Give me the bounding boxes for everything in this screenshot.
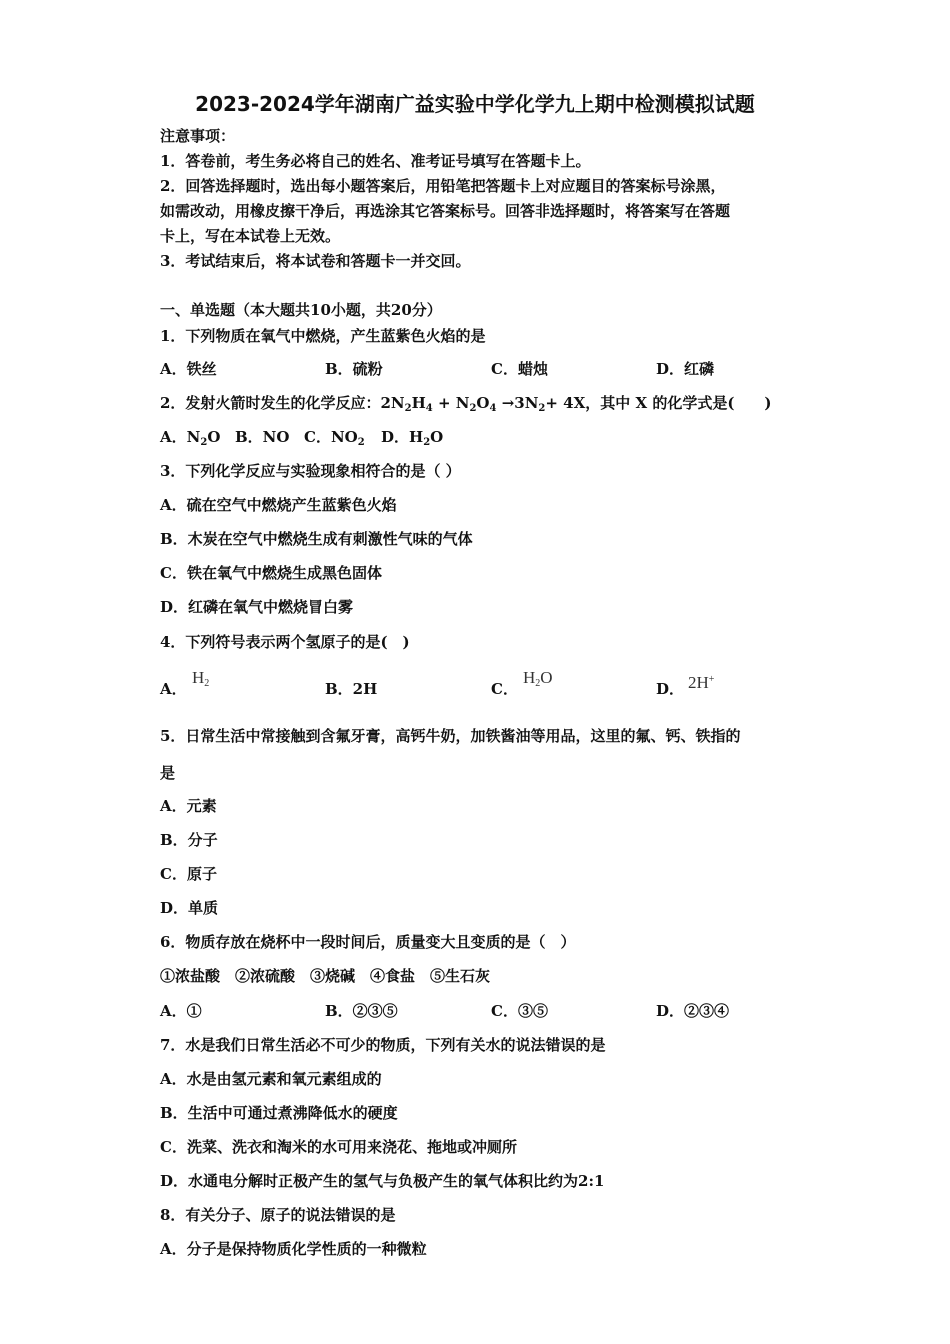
q4-option-a-formula: $H_2$ [192,668,210,689]
q5-option-d: D．单质 [160,899,219,917]
q6-option-c: C．③⑤ [491,1002,548,1020]
q7-option-d: D．水通电分解时正极产生的氢气与负极产生的氧气体积比约为2:1 [160,1172,605,1190]
q4-option-c-label: C． [491,680,518,698]
question-6-items: ①浓盐酸 ②浓硫酸 ③烧碱 ④食盐 ⑤生石灰 [160,967,491,985]
q7-option-b: B．生活中可通过煮沸降低水的硬度 [160,1104,398,1122]
question-4-stem: 4．下列符号表示两个氢原子的是( ) [160,633,410,651]
q6-option-d: D．②③④ [656,1002,730,1020]
q1-option-b: B．硫粉 [325,360,383,378]
notice-heading: 注意事项： [160,127,236,145]
q4-option-d-label: D． [656,680,685,698]
question-1-stem: 1．下列物质在氧气中燃烧，产生蓝紫色火焰的是 [160,327,486,345]
question-3-stem: 3．下列化学反应与实验现象相符合的是（ ） [160,462,461,480]
q5-option-b: B．分子 [160,831,218,849]
q1-option-d: D．红磷 [656,360,715,378]
q2-option-a: A．$N_2O$ [160,428,221,448]
q2-option-c: C．$NO_2$ [304,428,365,448]
q5-option-c: C．原子 [160,865,217,883]
notice-item-3: 3．考试结束后，将本试卷和答题卡一并交回。 [160,252,471,270]
question-8-stem: 8．有关分子、原子的说法错误的是 [160,1206,396,1224]
question-2-stem: 2．发射火箭时发生的化学反应：$2N_2H_4 + N_2O_4 \to 3N_2+ 4X$，其中 X 的化学式是( ) [160,394,772,414]
q1-option-c: C．蜡烛 [491,360,548,378]
q7-option-c: C．洗菜、洗衣和淘米的水可用来浇花、拖地或冲厕所 [160,1138,517,1156]
notice-item-1: 1．答卷前，考生务必将自己的姓名、准考证号填写在答题卡上。 [160,152,591,170]
q4-option-c-formula: $H_2O$ [523,668,553,689]
q6-option-a: A．① [160,1002,202,1020]
q2-option-d: D．$H_2O$ [381,428,444,448]
notice-item-2-line-2: 如需改动，用橡皮擦干净后，再选涂其它答案标号。回答非选择题时，将答案写在答题 [160,202,731,220]
q3-option-b: B．木炭在空气中燃烧生成有刺激性气味的气体 [160,530,473,548]
question-5-stem-line-1: 5．日常生活中常接触到含氟牙膏，高钙牛奶，加铁酱油等用品，这里的氟、钙、铁指的 [160,727,741,745]
q7-option-a: A．水是由氢元素和氧元素组成的 [160,1070,382,1088]
q6-option-b: B．②③⑤ [325,1002,398,1020]
q1-option-a: A．铁丝 [160,360,217,378]
question-6-stem: 6．物质存放在烧杯中一段时间后，质量变大且变质的是（ ） [160,933,576,951]
section-heading: 一、单选题（本大题共10小题，共20分） [160,301,442,319]
question-7-stem: 7．水是我们日常生活必不可少的物质，下列有关水的说法错误的是 [160,1036,606,1054]
q4-option-b: B．2H [325,680,378,698]
question-5-stem-line-2: 是 [160,764,176,782]
q3-option-c: C．铁在氧气中燃烧生成黑色固体 [160,564,382,582]
q3-option-d: D．红磷在氧气中燃烧冒白雾 [160,598,354,616]
q8-option-a: A．分子是保持物质化学性质的一种微粒 [160,1240,427,1258]
q4-option-d-formula: 2H+ [688,673,715,692]
q4-option-a-label: A． [160,680,187,698]
notice-item-2-line-1: 2．回答选择题时，选出每小题答案后，用铅笔把答题卡上对应题目的答案标号涂黑， [160,177,726,195]
q3-option-a: A．硫在空气中燃烧产生蓝紫色火焰 [160,496,397,514]
page-title: 2023-2024学年湖南广益实验中学化学九上期中检测模拟试题 [195,92,755,116]
notice-item-2-line-3: 卡上，写在本试卷上无效。 [160,227,341,245]
q2-option-b: B．NO [235,428,290,446]
q5-option-a: A．元素 [160,797,217,815]
